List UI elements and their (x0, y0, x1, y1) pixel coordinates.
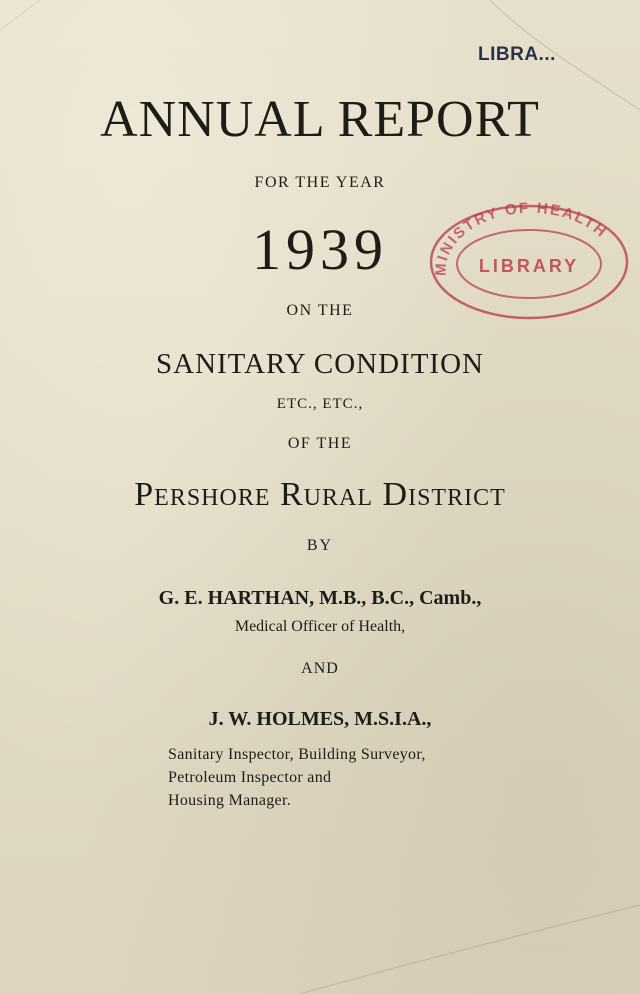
of-the-label: OF THE (287, 435, 353, 452)
library-stamp-icon (426, 196, 632, 324)
stamp-ring-text: MINISTRY OF HEALTH (432, 199, 611, 277)
on-the-label: ON THE (286, 302, 354, 319)
author2-role-line: Petroleum Inspector and (168, 769, 332, 786)
stamp-center-text: LIBRARY (478, 256, 580, 276)
report-year: 1939 (252, 217, 388, 282)
for-the-year-label: FOR THE YEAR (254, 174, 386, 191)
report-subject: SANITARY CONDITION (156, 348, 484, 380)
author2-roles (168, 743, 426, 812)
author2-name: J. W. HOLMES, M.S.I.A., (208, 708, 432, 730)
author2-role-line: Sanitary Inspector, Building Surveyor, (168, 746, 426, 763)
district-name: Pershore Rural District (134, 476, 506, 513)
handwritten-library-note: LIBRA... (478, 44, 556, 65)
author1-role: Medical Officer of Health, (234, 618, 406, 635)
report-title: ANNUAL REPORT (100, 91, 540, 148)
author2-role-line: Housing Manager. (168, 792, 292, 809)
and-label: AND (301, 660, 339, 677)
author1-name: G. E. HARTHAN, M.B., B.C., Camb., (158, 587, 482, 609)
etc-label: ETC., ETC., (276, 396, 364, 412)
by-label: BY (306, 537, 334, 554)
